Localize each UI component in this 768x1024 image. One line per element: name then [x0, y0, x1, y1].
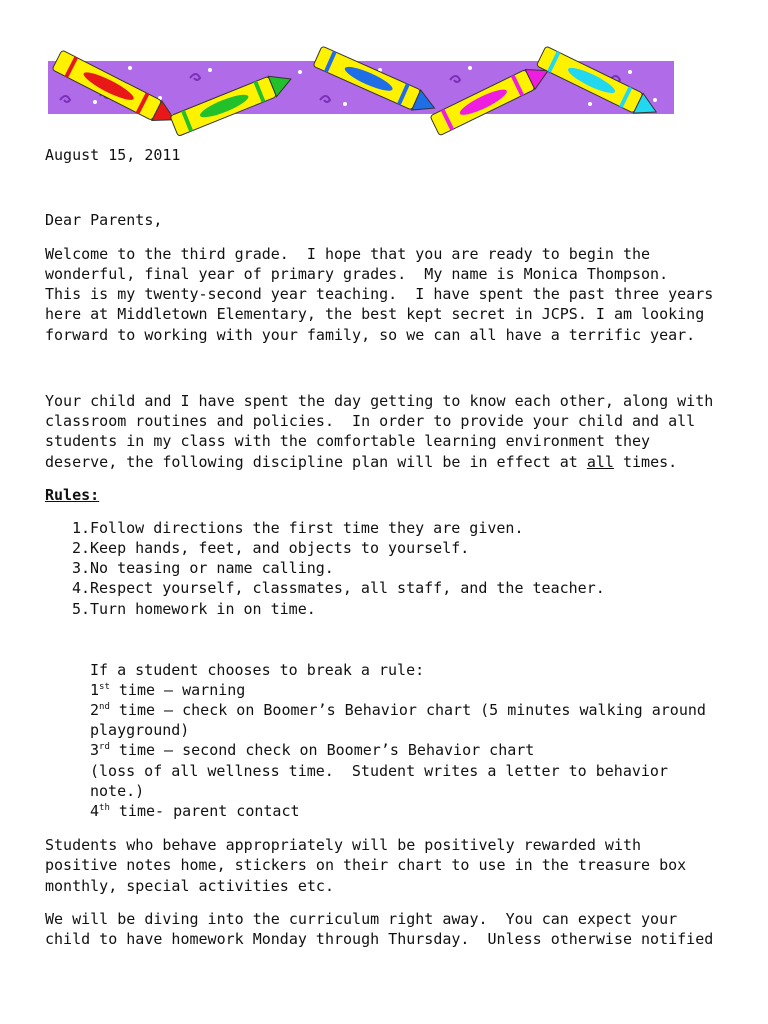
homework-line: child to have homework Monday through Thursday. Unless otherwise notified: [45, 930, 714, 948]
rule-number: 2.: [71, 539, 90, 557]
plan-line: Your child and I have spent the day getting to know each other, along with: [45, 392, 714, 410]
consequence-text: time – warning: [109, 681, 246, 699]
rule-item: [45, 578, 605, 598]
ordinal-suffix: nd: [99, 702, 110, 712]
plan-last-before: deserve, the following discipline plan will be in effect at: [45, 453, 587, 471]
rule-text: Turn homework in on time.: [90, 600, 316, 618]
consequence-text: time – check on Boomer’s Behavior chart (5 minutes walking around: [109, 701, 706, 719]
rule-text: Keep hands, feet, and objects to yourself.: [90, 539, 470, 557]
rule-number: 4.: [71, 579, 90, 597]
intro-line: wonderful, final year of primary grades. My name is Monica Thompson.: [45, 265, 669, 283]
intro-line: here at Middletown Elementary, the best kept secret in JCPS. I am looking: [45, 305, 705, 323]
ordinal-number: 3: [90, 741, 100, 759]
rule-number: 5.: [71, 600, 90, 618]
reward-line: Students who behave appropriately will be positively rewarded with: [45, 836, 642, 854]
ordinal-number: 1: [90, 681, 100, 699]
plan-line: classroom routines and policies. In order to provide your child and all: [45, 412, 696, 430]
rule-number: 1.: [71, 519, 90, 537]
crayon-banner: [0, 0, 768, 140]
intro-line: This is my twenty-second year teaching. I have spent the past three years: [45, 285, 714, 303]
consequences-intro: If a student chooses to break a rule:: [90, 661, 425, 679]
rule-text: No teasing or name calling.: [90, 559, 334, 577]
consequence-text: time- parent contact: [109, 802, 300, 820]
homework-line: We will be diving into the curriculum right away. You can expect your: [45, 910, 678, 928]
rule-item: [45, 558, 334, 578]
letter-date: August 15, 2011: [45, 146, 181, 164]
ordinal-suffix: st: [99, 682, 110, 692]
consequence-4: [90, 801, 300, 821]
consequence-2-cont: playground): [90, 721, 190, 739]
plan-last-after: times.: [613, 453, 678, 471]
rule-item: [45, 538, 469, 558]
reward-line: positive notes home, stickers on their chart to use in the treasure box: [45, 856, 687, 874]
ordinal-suffix: th: [99, 803, 110, 813]
consequence-3-cont: (loss of all wellness time. Student writes a letter to behavior: [90, 762, 668, 780]
intro-line: forward to working with your family, so we can all have a terrific year.: [45, 326, 696, 344]
reward-line: monthly, special activities etc.: [45, 877, 334, 895]
plan-emphasis: all: [586, 453, 614, 471]
consequence-3-cont: note.): [90, 782, 145, 800]
ordinal-suffix: rd: [99, 742, 110, 752]
rule-number: 3.: [71, 559, 90, 577]
rules-heading: Rules:: [45, 486, 100, 504]
ordinal-number: 4: [90, 802, 100, 820]
plan-line: students in my class with the comfortable learning environment they: [45, 432, 651, 450]
salutation: Dear Parents,: [45, 211, 163, 229]
consequence-1: [90, 680, 245, 700]
rule-text: Follow directions the first time they are given.: [90, 519, 524, 537]
rule-item: [45, 518, 523, 538]
consequence-2: [90, 700, 706, 720]
plan-line-last: [45, 452, 677, 472]
rule-item: [45, 599, 316, 619]
consequence-text: time – second check on Boomer’s Behavior chart: [109, 741, 535, 759]
intro-line: Welcome to the third grade. I hope that you are ready to begin the: [45, 245, 651, 263]
rule-text: Respect yourself, classmates, all staff, and the teacher.: [90, 579, 605, 597]
ordinal-number: 2: [90, 701, 100, 719]
consequence-3: [90, 740, 534, 760]
